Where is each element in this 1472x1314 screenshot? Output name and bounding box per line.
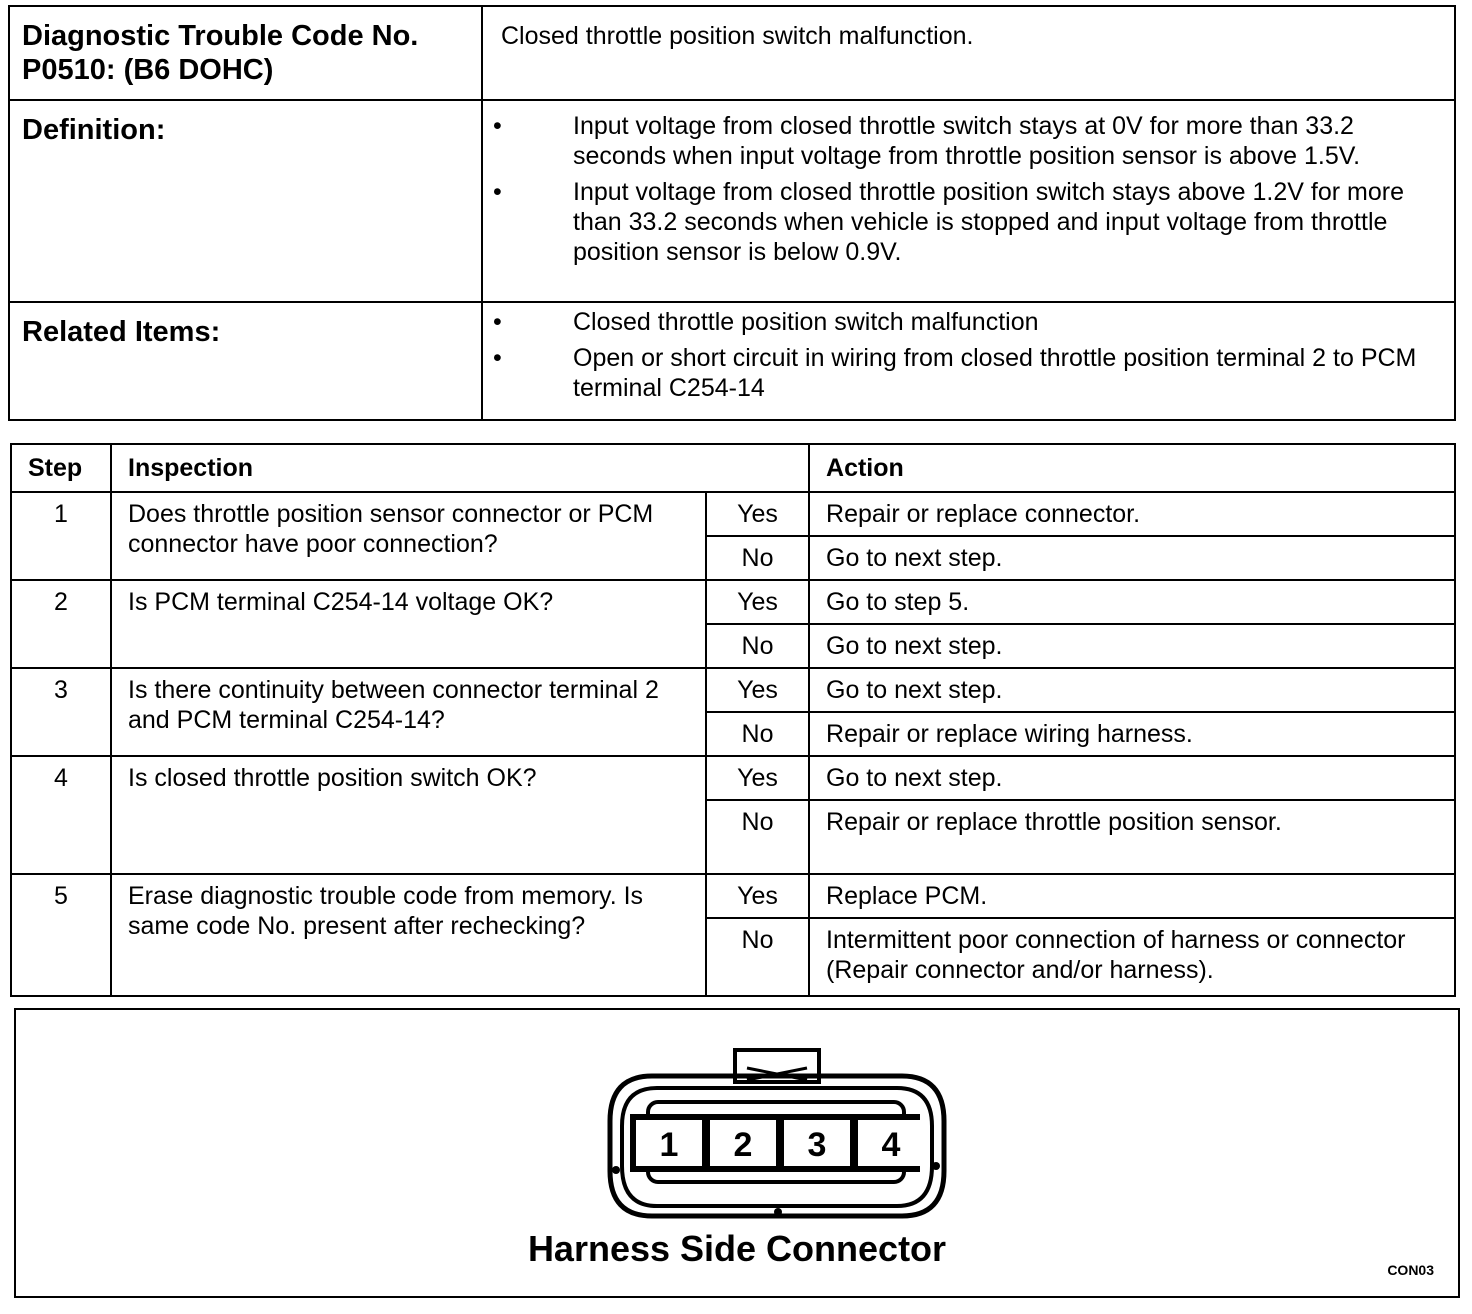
terminal-label: 1 xyxy=(659,1126,679,1164)
connector-diagram xyxy=(14,1008,1460,1298)
step-inspection: Does throttle position sensor connector or PCM connector have poor connection? xyxy=(111,492,706,580)
definition-label: Definition: xyxy=(9,100,482,302)
no-action: Intermittent poor connection of harness or connector (Repair connector and/or harness). xyxy=(809,918,1455,996)
terminal-label: 2 xyxy=(733,1126,753,1164)
step-inspection: Is there continuity between connector terminal 2 and PCM terminal C254-14? xyxy=(111,668,706,756)
step-inspection: Is PCM terminal C254-14 voltage OK? xyxy=(111,580,706,668)
no-action: Repair or replace throttle position sensor. xyxy=(809,800,1455,874)
step-number: 3 xyxy=(11,668,111,756)
yes-label: Yes xyxy=(706,756,809,800)
no-label: No xyxy=(706,624,809,668)
related-item: • Open or short circuit in wiring from closed throttle position terminal 2 to PCM terminal C254-14 xyxy=(483,343,1436,403)
yes-label: Yes xyxy=(706,668,809,712)
step-number: 1 xyxy=(11,492,111,580)
step-row xyxy=(11,874,1455,918)
dtc-info-table xyxy=(8,5,1456,421)
harness-connector-icon xyxy=(592,1046,962,1226)
inspection-steps-table xyxy=(10,443,1456,997)
related-item: • Closed throttle position switch malfunction xyxy=(483,307,1436,337)
step-number: 4 xyxy=(11,756,111,874)
no-action: Go to next step. xyxy=(809,624,1455,668)
step-row xyxy=(11,668,1455,712)
definition-item: • Input voltage from closed throttle switch stays at 0V for more than 33.2 seconds when input voltage from throttle position sensor is above 1.5V. xyxy=(483,111,1436,171)
step-inspection: Erase diagnostic trouble code from memory. Is same code No. present after rechecking? xyxy=(111,874,706,996)
diagram-code: CON03 xyxy=(1387,1262,1434,1278)
step-number: 5 xyxy=(11,874,111,996)
yes-label: Yes xyxy=(706,874,809,918)
diagram-title: Harness Side Connector xyxy=(527,1228,947,1269)
yes-action: Repair or replace connector. xyxy=(809,492,1455,536)
related-list xyxy=(483,307,1436,403)
step-row xyxy=(11,580,1455,624)
header-step: Step xyxy=(11,444,111,492)
step-row xyxy=(11,492,1455,536)
dtc-description: Closed throttle position switch malfunction. xyxy=(482,6,1455,100)
yes-label: Yes xyxy=(706,492,809,536)
terminal-label: 3 xyxy=(807,1126,827,1164)
no-action: Go to next step. xyxy=(809,536,1455,580)
definition-item: • Input voltage from closed throttle position switch stays above 1.2V for more than 33.2 seconds when vehicle is stopped and input voltage from throttle position sensor is below 0.9V. xyxy=(483,177,1436,267)
yes-action: Go to step 5. xyxy=(809,580,1455,624)
related-label: Related Items: xyxy=(9,302,482,420)
dtc-code-label: Diagnostic Trouble Code No. P0510: (B6 DOHC) xyxy=(9,6,482,100)
yes-action: Go to next step. xyxy=(809,668,1455,712)
no-label: No xyxy=(706,536,809,580)
no-action: Repair or replace wiring harness. xyxy=(809,712,1455,756)
step-number: 2 xyxy=(11,580,111,668)
no-label: No xyxy=(706,712,809,756)
step-row xyxy=(11,756,1455,800)
definition-list xyxy=(483,111,1436,267)
header-action: Action xyxy=(809,444,1455,492)
no-label: No xyxy=(706,918,809,996)
step-inspection: Is closed throttle position switch OK? xyxy=(111,756,706,874)
header-inspection: Inspection xyxy=(111,444,809,492)
yes-action: Go to next step. xyxy=(809,756,1455,800)
yes-label: Yes xyxy=(706,580,809,624)
no-label: No xyxy=(706,800,809,874)
terminal-label: 4 xyxy=(881,1126,901,1164)
yes-action: Replace PCM. xyxy=(809,874,1455,918)
